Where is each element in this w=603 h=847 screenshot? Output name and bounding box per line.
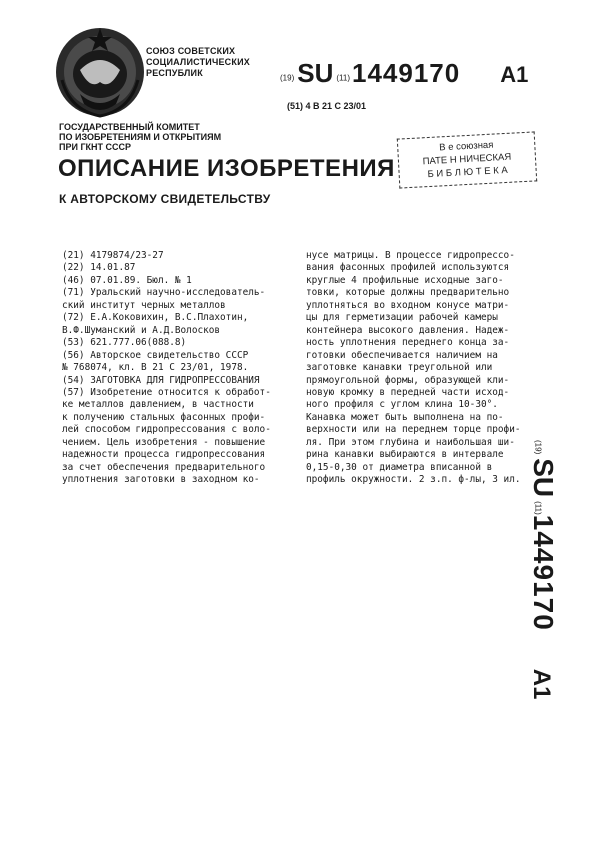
committee-name xyxy=(59,122,221,152)
biblio-line: (53) 621.777.06(088.8) xyxy=(62,337,187,349)
abstract-line: товки, которые должны предварительно xyxy=(306,287,510,299)
office-code: (19) xyxy=(533,440,543,455)
biblio-line: (71) Уральский научно-исследователь- xyxy=(62,287,266,299)
abstract-line: нусе матрицы. В процессе гидропрессо- xyxy=(306,250,515,261)
office-code: (19) xyxy=(280,73,295,83)
abstract-line: вания фасонных профилей используются xyxy=(306,262,510,274)
abstract-line: готовки обеспечивается наличием на xyxy=(306,349,498,361)
library-stamp xyxy=(397,131,537,188)
document-subtitle: К АВТОРСКОМУ СВИДЕТЕЛЬСТВУ xyxy=(59,192,271,206)
vertical-patent-number xyxy=(523,440,563,700)
biblio-line: за счет обеспечения предварительного xyxy=(62,461,266,473)
number-code: (11) xyxy=(533,501,543,515)
biblio-line: лей способом гидропрессования с воло- xyxy=(62,424,271,436)
biblio-line: (56) Авторское свидетельство СССР xyxy=(62,349,249,361)
abstract-line: новую кромку в передней части исход- xyxy=(306,386,510,398)
biblio-line: ке металлов давлением, в частности xyxy=(62,399,254,411)
document-title: ОПИСАНИЕ ИЗОБРЕТЕНИЯ xyxy=(58,155,395,182)
committee-line: ГОСУДАРСТВЕННЫЙ КОМИТЕТ xyxy=(59,122,200,132)
biblio-line: к получению стальных фасонных профи- xyxy=(62,411,266,423)
biblio-line: уплотнения заготовки в заходном ко- xyxy=(62,474,260,486)
stamp-line: ПАТЕ Н НИЧЕСКАЯ xyxy=(422,151,512,168)
patent-number: 1449170 xyxy=(528,514,559,631)
biblio-line: чением. Цель изобретения - повышение xyxy=(62,436,266,448)
biblio-line: надежности процесса гидропрессования xyxy=(62,449,266,461)
abstract-line: верхности или на переднем торце профи- xyxy=(306,424,521,436)
abstract-line: уплотняться во входном конусе матри- xyxy=(306,299,510,311)
abstract-line: ного профиля с углом клина 10-30°. xyxy=(306,399,498,411)
biblio-line: (54) ЗАГОТОВКА ДЛЯ ГИДРОПРЕССОВАНИЯ xyxy=(62,374,260,386)
country-line: РЕСПУБЛИК xyxy=(146,68,203,78)
abstract-line: Канавка может быть выполнена на по- xyxy=(306,411,504,423)
biblio-line: (21) 4179874/23-27 xyxy=(62,250,164,261)
number-code: (11) xyxy=(336,73,350,83)
abstract-line: ность уплотнения переднего конца за- xyxy=(306,337,510,349)
committee-line: ПРИ ГКНТ СССР xyxy=(59,142,132,152)
ipc-classification: (51) 4 В 21 С 23/01 xyxy=(287,101,367,111)
country-code: SU xyxy=(528,458,559,498)
committee-line: ПО ИЗОБРЕТЕНИЯМ И ОТКРЫТИЯМ xyxy=(59,132,222,142)
state-emblem-icon xyxy=(50,20,150,120)
patent-number: 1449170 xyxy=(352,58,461,88)
patent-number-header xyxy=(280,58,528,89)
kind-code: A1 xyxy=(528,668,555,700)
country-line: СОЦИАЛИСТИЧЕСКИХ xyxy=(146,57,250,67)
country-line: СОЮЗ СОВЕТСКИХ xyxy=(146,46,236,56)
abstract-line: 0,15-0,30 от диаметра вписанной в xyxy=(306,461,493,473)
biblio-line: (57) Изобретение относится к обработ- xyxy=(62,386,271,398)
biblio-line: (46) 07.01.89. Бюл. № 1 xyxy=(62,274,192,286)
abstract-line: профиль окружности. 2 з.п. ф-лы, 3 ил. xyxy=(306,474,521,486)
abstract-line: круглые 4 профильные исходные заго- xyxy=(306,274,504,286)
bibliographic-data xyxy=(62,250,271,487)
abstract-line: заготовке канавки треугольной или xyxy=(306,362,493,374)
abstract-line: ля. При этом глубина и наибольшая ши- xyxy=(306,436,515,448)
biblio-line: (72) Е.А.Коковихин, В.С.Плахотин, xyxy=(62,312,249,324)
abstract-line: рина канавки выбираются в интервале xyxy=(306,449,504,461)
country-code: SU xyxy=(297,58,334,88)
country-name xyxy=(146,46,250,79)
biblio-line: ский институт черных металлов xyxy=(62,299,226,311)
abstract-line: цы для герметизации рабочей камеры xyxy=(306,312,498,324)
stamp-line: Б И Б Л Ю Т Е К А xyxy=(427,164,509,181)
stamp-line: В е союзная xyxy=(438,139,494,154)
biblio-line: (22) 14.01.87 xyxy=(62,262,136,274)
abstract-continued xyxy=(306,250,520,487)
abstract-line: прямоугольной формы, образующей кли- xyxy=(306,374,510,386)
biblio-line: № 768074, кл. В 21 С 23/01, 1978. xyxy=(62,362,249,374)
kind-code: A1 xyxy=(500,62,529,87)
abstract-line: контейнера высокого давления. Надеж- xyxy=(306,324,510,336)
biblio-line: В.Ф.Шуманский и А.Д.Волосков xyxy=(62,324,221,336)
